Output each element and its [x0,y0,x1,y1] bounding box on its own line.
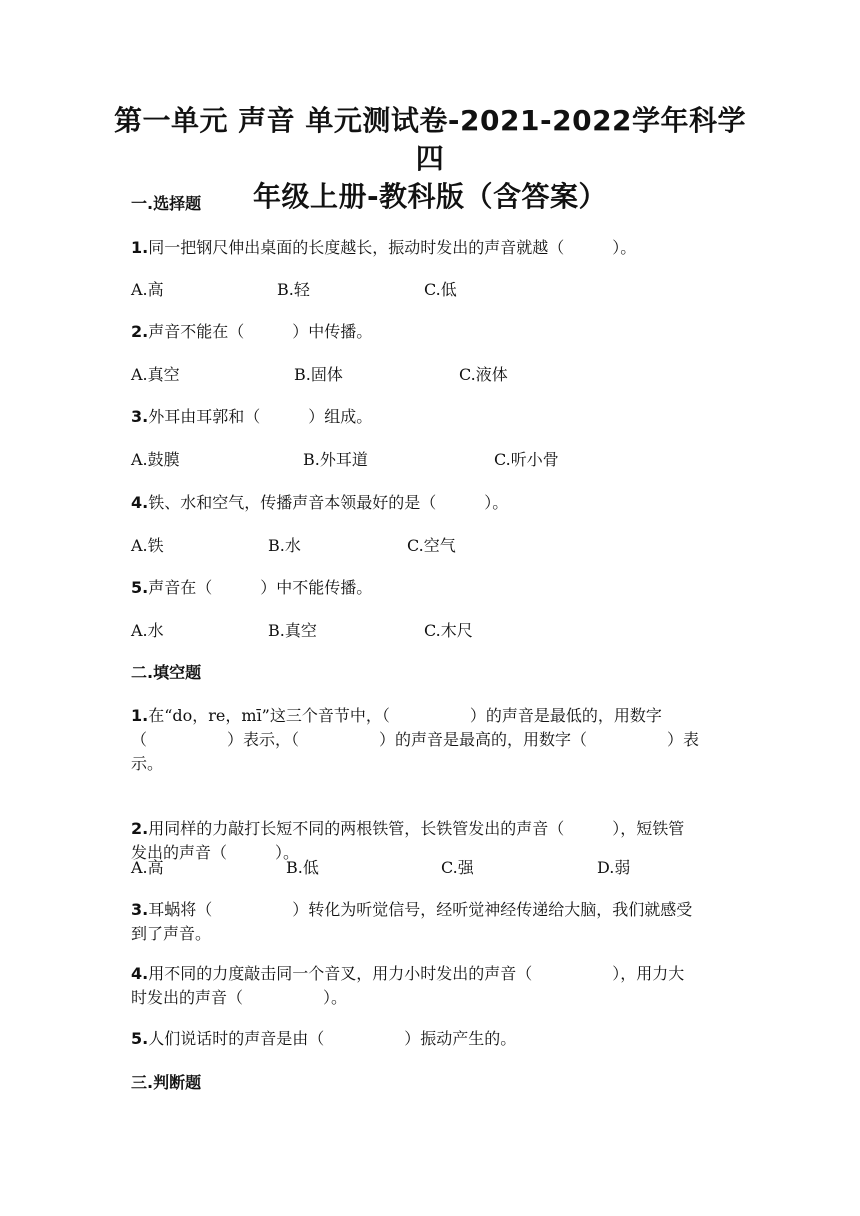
choice-q2-option-a: A.真空 [131,365,180,384]
section-fill-heading: 二.填空题 [131,663,202,682]
question-line-1: 人们说话时的声音是由（ ）振动产生的。 [148,1029,517,1048]
question-line-2: 时发出的声音（ ）。 [131,988,348,1007]
question-number: 5. [131,1029,149,1048]
question-line-2: 发出的声音（ ）。 [131,843,300,862]
choice-q4-option-a: A.铁 [131,536,164,555]
fill-question-1 [131,704,731,776]
question-text: 铁、水和空气，传播声音本领最好的是（ ）。 [148,493,509,512]
choice-q5-option-c: C.木尺 [424,621,473,640]
section-judge-heading: 三.判断题 [131,1073,202,1092]
choice-q2-option-c: C.液体 [459,365,508,384]
choice-question-5 [131,576,731,600]
question-number: 3. [131,407,149,426]
choice-q1-option-c: C.低 [424,280,457,299]
fill-q2-option-d: D.弱 [597,858,631,877]
fill-q2-option-b: B.低 [286,858,319,877]
question-number: 1. [131,706,149,725]
fill-q2-option-a: A.高 [131,858,164,877]
choice-q4-option-c: C.空气 [407,536,456,555]
choice-q5-option-b: B.真空 [268,621,317,640]
choice-q2-option-b: B.固体 [294,365,343,384]
question-text: 声音在（ ）中不能传播。 [148,578,373,597]
question-number: 2. [131,819,149,838]
question-text: 同一把钢尺伸出桌面的长度越长，振动时发出的声音就越（ ）。 [148,238,637,257]
choice-q3-option-b: B.外耳道 [303,450,368,469]
question-line-2: 到了声音。 [131,924,212,943]
question-line-3: 示。 [131,754,164,773]
question-line-1: 用同样的力敲打长短不同的两根铁管，长铁管发出的声音（ ），短铁管 [148,819,685,838]
fill-question-5 [131,1027,731,1051]
choice-question-2 [131,320,731,344]
question-text: 声音不能在（ ）中传播。 [148,322,373,341]
page-title [110,102,750,216]
choice-q5-option-a: A.水 [131,621,164,640]
question-number: 4. [131,493,149,512]
choice-question-4 [131,491,731,515]
choice-question-3 [131,405,731,429]
choice-question-1 [131,236,731,260]
title-line-1: 第一单元 声音 单元测试卷-2021-2022学年科学四 [113,104,747,175]
question-number: 5. [131,578,149,597]
choice-q4-option-b: B.水 [268,536,301,555]
choice-q1-option-b: B.轻 [277,280,310,299]
title-line-2: 年级上册-教科版（含答案） [252,180,608,213]
question-number: 2. [131,322,149,341]
section-choice-heading: 一.选择题 [131,194,202,213]
question-line-2: （ ）表示，（ ）的声音是最高的，用数字（ ）表 [131,730,700,749]
fill-question-4 [131,962,731,1010]
question-number: 3. [131,900,149,919]
choice-q3-option-a: A.鼓膜 [131,450,180,469]
question-line-1: 用不同的力度敲击同一个音叉，用力小时发出的声音（ ），用力大 [148,964,685,983]
question-number: 4. [131,964,149,983]
question-text: 外耳由耳郭和（ ）组成。 [148,407,373,426]
question-line-1: 在“do，re，mī”这三个音节中，（ ）的声音是最低的，用数字 [148,706,662,725]
question-number: 1. [131,238,149,257]
fill-question-3 [131,898,731,946]
fill-q2-option-c: C.强 [441,858,474,877]
choice-q3-option-c: C.听小骨 [494,450,559,469]
question-line-1: 耳蜗将（ ）转化为听觉信号，经听觉神经传递给大脑，我们就感受 [148,900,693,919]
fill-question-2 [131,817,731,865]
choice-q1-option-a: A.高 [131,280,164,299]
